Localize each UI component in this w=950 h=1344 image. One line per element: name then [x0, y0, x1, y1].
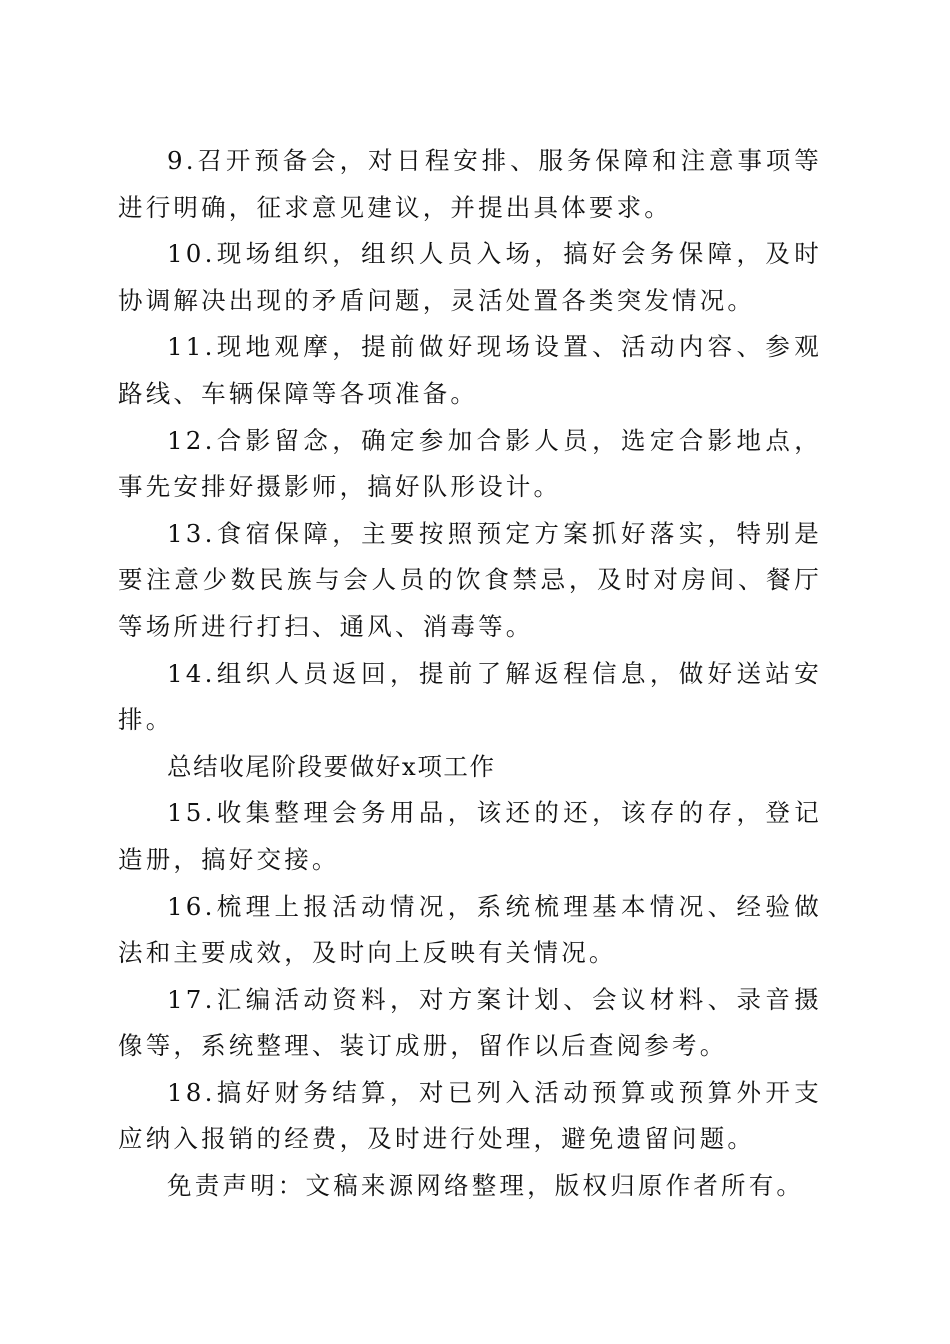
- paragraph-item-12: 12.合影留念，确定参加合影人员，选定合影地点，事先安排好摄影师，搞好队形设计。: [118, 425, 822, 502]
- section-heading-summary: 总结收尾阶段要做好x项工作: [167, 751, 496, 781]
- paragraph-item-18: 18.搞好财务结算，对已列入活动预算或预算外开支应纳入报销的经费，及时进行处理，避免遗留问题。: [118, 1077, 822, 1154]
- paragraph-item-10: 10.现场组织，组织人员入场，搞好会务保障，及时协调解决出现的矛盾问题，灵活处置各类突发情况。: [118, 239, 822, 315]
- paragraph-item-11: 11.现地观摩，提前做好现场设置、活动内容、参观路线、车辆保障等各项准备。: [118, 332, 822, 408]
- paragraph-item-9: 9.召开预备会，对日程安排、服务保障和注意事项等进行明确，征求意见建议，并提出具体要求。: [118, 146, 822, 222]
- paragraph-item-13: 13.食宿保障，主要按照预定方案抓好落实，特别是要注意少数民族与会人员的饮食禁忌，及时对房间、餐厅等场所进行打扫、通风、消毒等。: [118, 518, 822, 641]
- paragraph-item-16: 16.梳理上报活动情况，系统梳理基本情况、经验做法和主要成效，及时向上反映有关情况。: [118, 891, 822, 968]
- paragraph-item-14: 14.组织人员返回，提前了解返程信息，做好送站安排。: [118, 658, 822, 735]
- paragraph-item-17: 17.汇编活动资料，对方案计划、会议材料、录音摄像等，系统整理、装订成册，留作以后查阅参考。: [118, 984, 822, 1061]
- paragraph-item-15: 15.收集整理会务用品，该还的还，该存的存，登记造册，搞好交接。: [118, 798, 822, 874]
- disclaimer: 免责声明：文稿来源网络整理，版权归原作者所有。: [167, 1171, 805, 1201]
